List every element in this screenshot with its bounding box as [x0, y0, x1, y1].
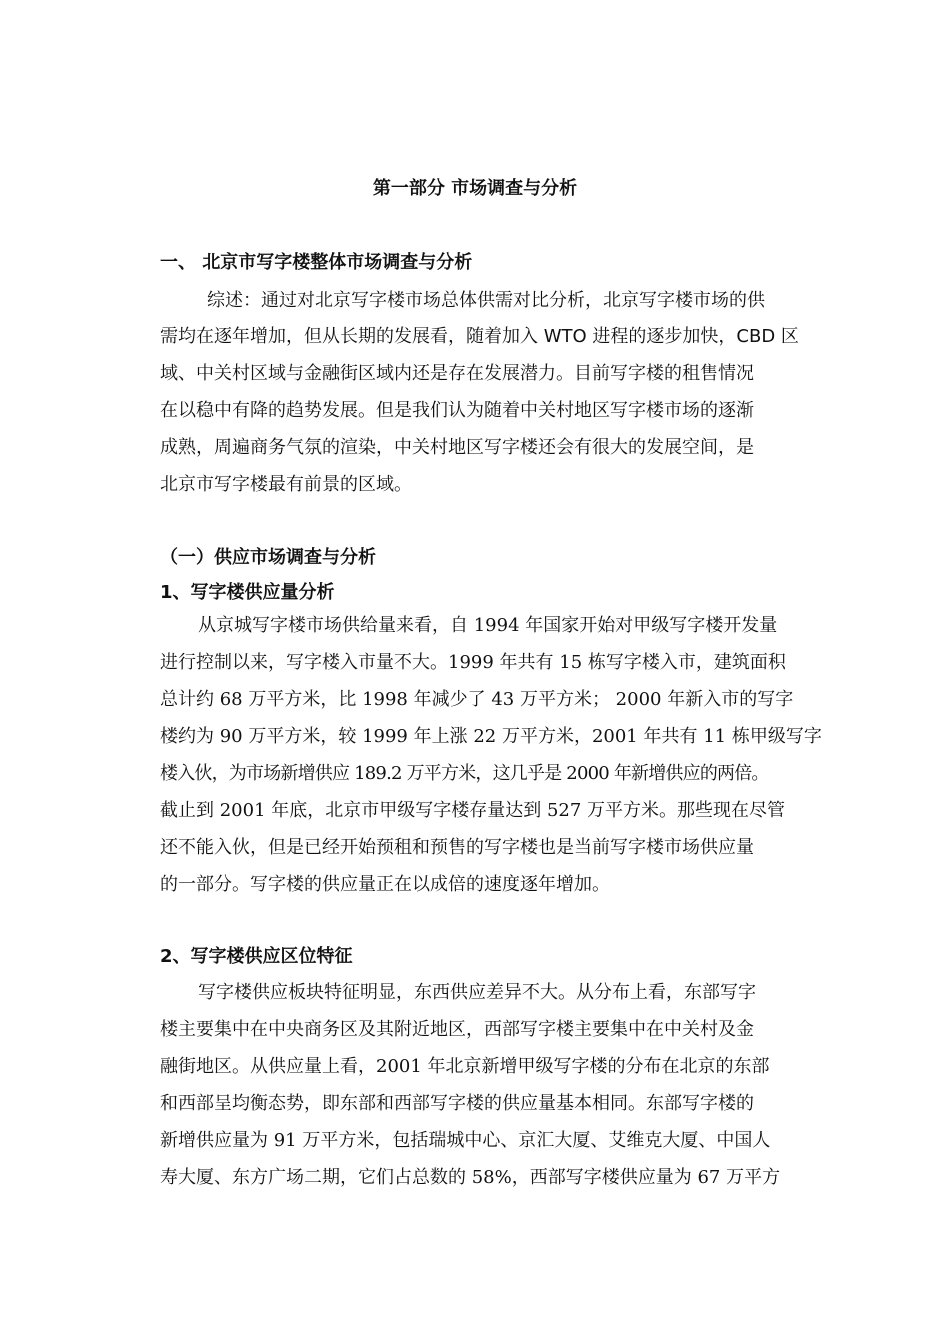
paragraph-line: 融街地区。从供应量上看，2001 年北京新增甲级写字楼的分布在北京的东部: [160, 1056, 770, 1077]
paragraph-line: 的一部分。写字楼的供应量正在以成倍的速度逐年增加。: [160, 874, 610, 895]
paragraph-line: 在以稳中有降的趋势发展。但是我们认为随着中关村地区写字楼市场的逐渐: [160, 400, 754, 421]
paragraph-line: 新增供应量为 91 万平方米，包括瑞城中心、京汇大厦、艾维克大厦、中国人: [160, 1130, 771, 1151]
item-heading: 1、写字楼供应量分析: [160, 582, 335, 603]
paragraph-line: 从京城写字楼市场供给量来看，自 1994 年国家开始对甲级写字楼开发量: [198, 615, 778, 636]
paragraph-line: 进行控制以来，写字楼入市量不大。1999 年共有 15 栋写字楼入市，建筑面积: [160, 652, 786, 673]
paragraph-line: 北京市写字楼最有前景的区域。: [160, 474, 412, 495]
section-heading: 一、 北京市写字楼整体市场调查与分析: [160, 252, 473, 273]
paragraph-line: 楼主要集中在中央商务区及其附近地区，西部写字楼主要集中在中关村及金: [160, 1019, 754, 1040]
paragraph-line: 需均在逐年增加，但从长期的发展看，随着加入 WTO 进程的逐步加快，CBD 区: [160, 326, 799, 347]
paragraph-line: 和西部呈均衡态势，即东部和西部写字楼的供应量基本相同。东部写字楼的: [160, 1093, 754, 1114]
paragraph-line: 写字楼供应板块特征明显，东西供应差异不大。从分布上看，东部写字: [198, 982, 756, 1003]
paragraph-line: 域、中关村区域与金融街区域内还是存在发展潜力。目前写字楼的租售情况: [160, 363, 754, 384]
paragraph-line: 截止到 2001 年底，北京市甲级写字楼存量达到 527 万平方米。那些现在尽管: [160, 800, 786, 821]
paragraph-line: 成熟，周遍商务气氛的渲染，中关村地区写字楼还会有很大的发展空间，是: [160, 437, 754, 458]
paragraph-line: 寿大厦、东方广场二期，它们占总数的 58%，西部写字楼供应量为 67 万平方: [160, 1167, 781, 1188]
item-heading: 2、写字楼供应区位特征: [160, 946, 353, 967]
paragraph-line: 楼约为 90 万平方米，较 1999 年上涨 22 万平方米，2001 年共有 11 栋甲级写字: [160, 726, 822, 747]
paragraph-line: 综述：通过对北京写字楼市场总体供需对比分析，北京写字楼市场的供: [207, 290, 765, 311]
page-title: 第一部分 市场调查与分析: [372, 178, 578, 199]
paragraph-line: 楼入伙，为市场新增供应 189.2 万平方米，这几乎是 2000 年新增供应的两倍。: [160, 763, 769, 784]
paragraph-line: 总计约 68 万平方米，比 1998 年减少了 43 万平方米； 2000 年新入市的写字: [160, 689, 794, 710]
paragraph-line: 还不能入伙，但是已经开始预租和预售的写字楼也是当前写字楼市场供应量: [160, 837, 754, 858]
subsection-heading: （一）供应市场调查与分析: [160, 547, 376, 568]
